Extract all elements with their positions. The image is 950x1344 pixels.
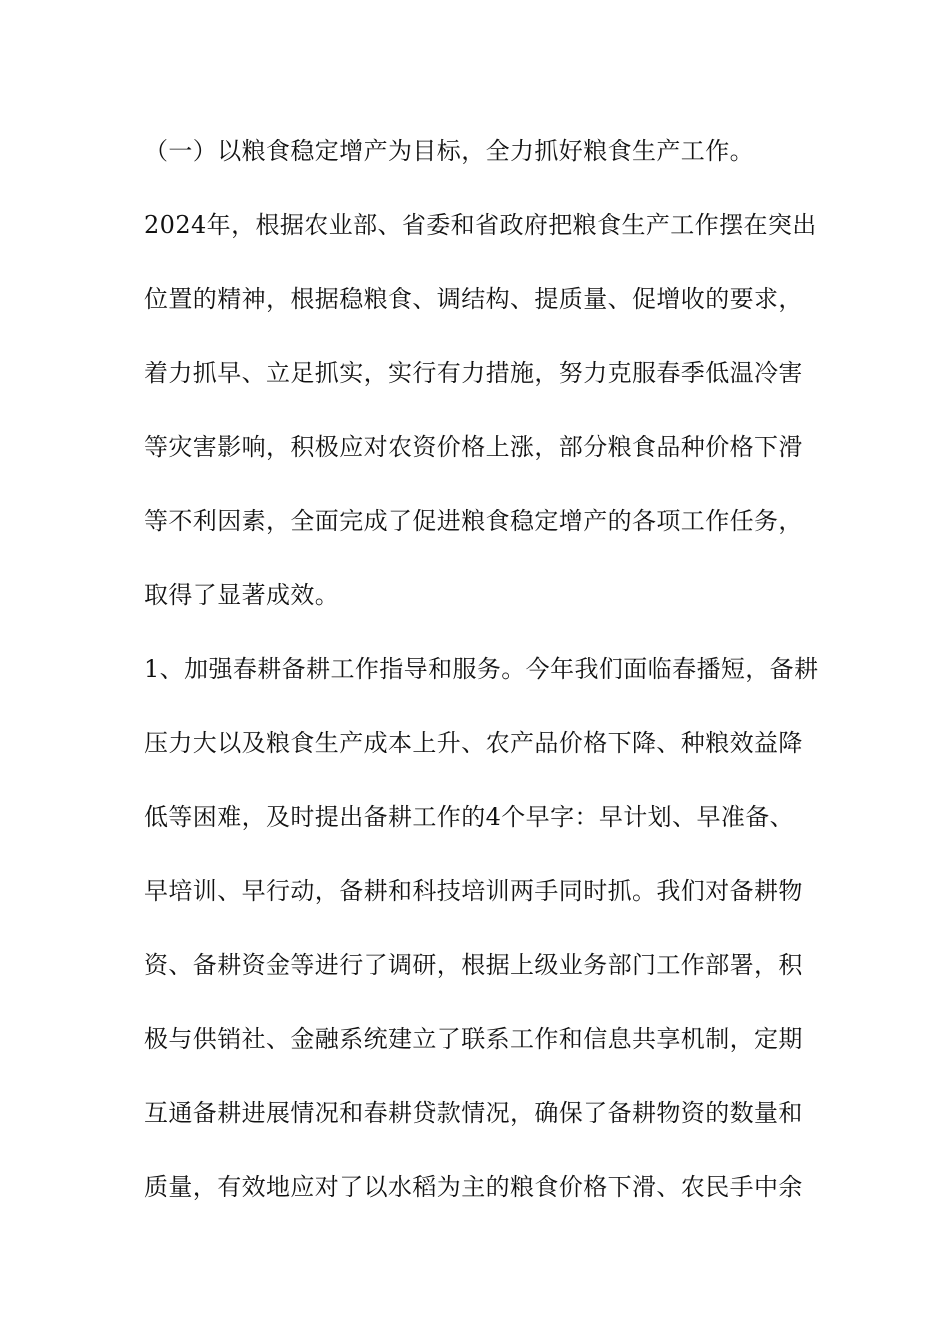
body-line-11: 资、备耕资金等进行了调研，根据上级业务部门工作部署，积 [144,951,803,979]
body-line-10: 早培训、早行动，备耕和科技培训两手同时抓。我们对备耕物 [144,877,803,905]
body-line-9: 低等困难，及时提出备耕工作的4个早字：早计划、早准备、 [144,803,795,831]
body-line-7: 1、加强春耕备耕工作指导和服务。今年我们面临春播短，备耕 [144,655,819,683]
body-line-13: 互通备耕进展情况和春耕贷款情况，确保了备耕物资的数量和 [144,1099,803,1127]
body-line-12: 极与供销社、金融系统建立了联系工作和信息共享机制，定期 [144,1025,803,1053]
body-line-1: 2024年，根据农业部、省委和省政府把粮食生产工作摆在突出 [144,211,817,239]
body-line-14: 质量，有效地应对了以水稻为主的粮食价格下滑、农民手中余 [144,1173,803,1201]
body-line-4: 等灾害影响，积极应对农资价格上涨，部分粮食品种价格下滑 [144,433,803,461]
body-line-5: 等不利因素，全面完成了促进粮食稳定增产的各项工作任务， [144,507,803,535]
body-line-6: 取得了显著成效。 [144,581,340,609]
body-line-2: 位置的精神，根据稳粮食、调结构、提质量、促增收的要求， [144,285,803,313]
body-line-3: 着力抓早、立足抓实，实行有力措施，努力克服春季低温冷害 [144,359,803,387]
section-heading: （一）以粮食稳定增产为目标，全力抓好粮食生产工作。 [144,137,754,165]
body-line-8: 压力大以及粮食生产成本上升、农产品价格下降、种粮效益降 [144,729,803,757]
